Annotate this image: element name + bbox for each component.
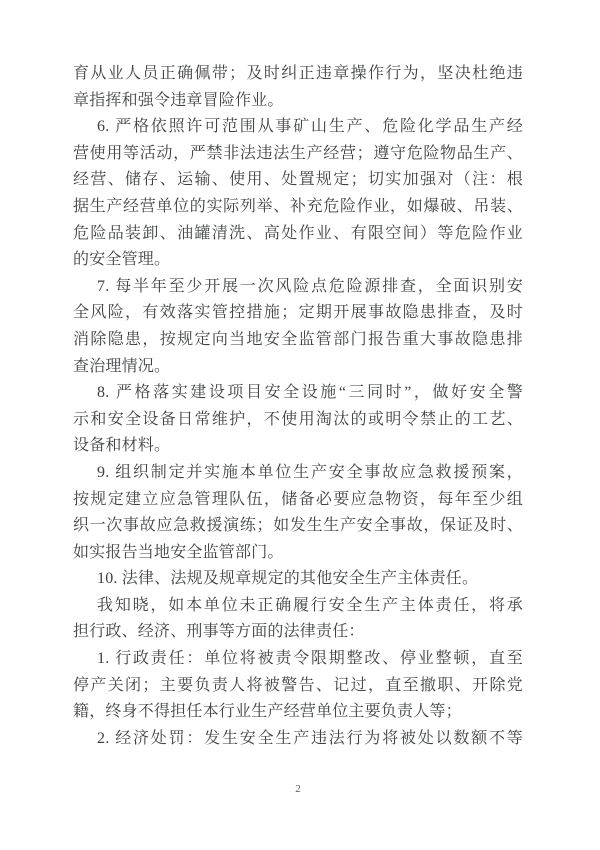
text-line: 危险品装卸、油罐清洗、高处作业、有限空间）等危险作业 <box>73 224 523 242</box>
text-line: 章指挥和强令违章冒险作业。 <box>73 91 284 109</box>
page-footer <box>73 779 523 797</box>
text-line: 全风险，有效落实管控措施；定期开展事故隐患排查，及时 <box>73 304 523 322</box>
text-line: 营使用等活动，严禁非法违法生产经营；遵守危险物品生产、 <box>73 144 523 162</box>
text-line: 停产关闭；主要负责人将被警告、记过，直至撤职、开除党 <box>73 676 523 694</box>
text-line-item-10: 10. 法律、法规及规章规定的其他安全生产主体责任。 <box>97 570 479 588</box>
text-line: 设备和材料。 <box>73 437 171 455</box>
text-line: 按规定建立应急管理队伍，储备必要应急物资，每年至少组 <box>73 490 523 508</box>
text-line: 育从业人员正确佩带；及时纠正违章操作行为，坚决杜绝违 <box>73 65 523 82</box>
text-line: 查治理情况。 <box>73 357 171 375</box>
document-text-block <box>73 61 523 752</box>
text-line-item-9: 9. 组织制定并实施本单位生产安全事故应急救援预案， <box>97 463 523 481</box>
text-line: 据生产经营单位的实际列举、补充危险作业，如爆破、吊装、 <box>73 197 523 215</box>
text-line: 如实报告当地安全监管部门。 <box>73 543 284 561</box>
text-line: 籍，终身不得担任本行业生产经营单位主要负责人等； <box>73 703 462 721</box>
text-line: 示和安全设备日常维护，不使用淘汰的或明令禁止的工艺、 <box>73 410 523 428</box>
text-line-item-2: 2. 经济处罚：发生安全生产违法行为将被处以数额不等 <box>97 729 523 747</box>
text-line: 织一次事故应急救援演练；如发生生产安全事故，保证及时、 <box>73 517 523 535</box>
text-line: 担行政、经济、刑事等方面的法律责任： <box>73 623 365 641</box>
text-line: 的安全管理。 <box>73 251 171 269</box>
text-line: 我知晓，如本单位未正确履行安全生产主体责任，将承 <box>97 596 523 614</box>
text-line: 消除隐患，按规定向当地安全监管部门报告重大事故隐患排 <box>73 330 523 348</box>
text-line-item-1: 1. 行政责任：单位将被责令限期整改、停业整顿，直至 <box>97 650 523 668</box>
text-line-item-6: 6. 严格依照许可范围从事矿山生产、危险化学品生产经 <box>97 118 523 136</box>
text-line-item-7: 7. 每半年至少开展一次风险点危险源排查，全面识别安 <box>97 277 523 295</box>
page-number: 2 <box>295 783 301 795</box>
text-line-item-8: 8. 严格落实建设项目安全设施“三同时”，做好安全警 <box>97 384 523 402</box>
text-line: 经营、储存、运输、使用、处置规定；切实加强对（注：根 <box>73 171 523 189</box>
